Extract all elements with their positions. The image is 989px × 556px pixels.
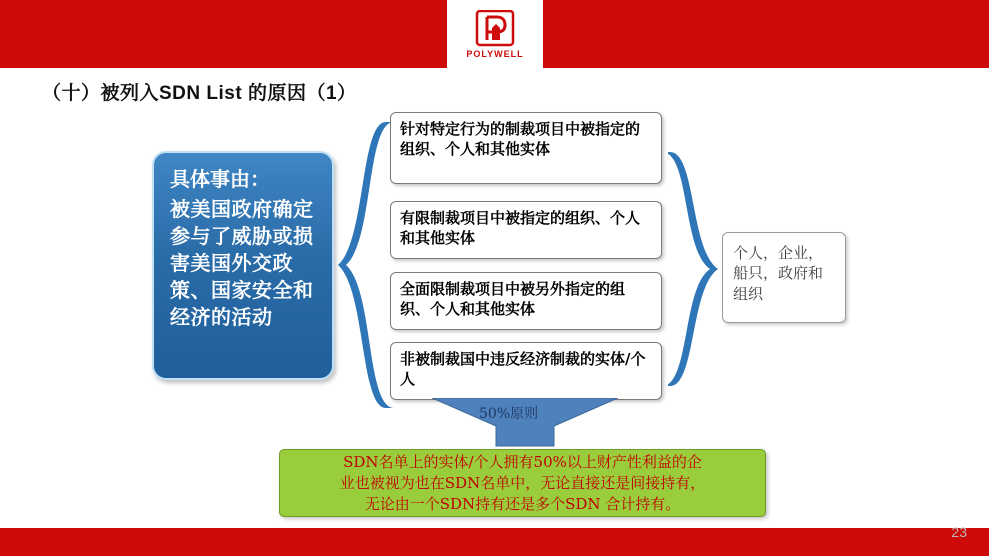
conclusion-line-1: SDN名单上的实体/个人拥有50%以上财产性利益的企 [343, 452, 702, 471]
conclusion-line-3: 无论由一个SDN持有还是多个SDN 合计持有。 [364, 494, 681, 513]
left-brace-shape [336, 120, 394, 410]
reason-heading: 具体事由： [170, 167, 270, 191]
list-item: 针对特定行为的制裁项目中被指定的组织、个人和其他实体 [390, 112, 662, 184]
conclusion-box [279, 449, 766, 517]
top-band-divider [0, 68, 989, 71]
logo-container [447, 0, 543, 68]
page-title: （十）被列入SDN List 的原因（1） [42, 83, 357, 104]
reason-summary-box [152, 151, 334, 380]
list-item: 全面限制裁项目中被另外指定的组织、个人和其他实体 [390, 272, 662, 330]
conclusion-line-2: 业也被视为也在SDN名单中，无论直接还是间接持有， [339, 473, 706, 492]
reason-body: 被美国政府确定参与了威胁或损害美国外交政策、国家安全和经济的活动 [170, 197, 314, 329]
right-brace-shape [668, 150, 720, 388]
polywell-logo-icon [475, 10, 515, 48]
page-number: 23 [951, 524, 967, 540]
logo-wordmark: POLYWELL [466, 48, 524, 59]
targets-box: 个人，企业，船只，政府和组织 [722, 232, 846, 323]
list-item: 非被制裁国中违反经济制裁的实体/个人 [390, 342, 662, 400]
bottom-red-band [0, 528, 989, 556]
arrow-label: 50%原则 [479, 406, 539, 422]
list-item: 有限制裁项目中被指定的组织、个人和其他实体 [390, 201, 662, 259]
